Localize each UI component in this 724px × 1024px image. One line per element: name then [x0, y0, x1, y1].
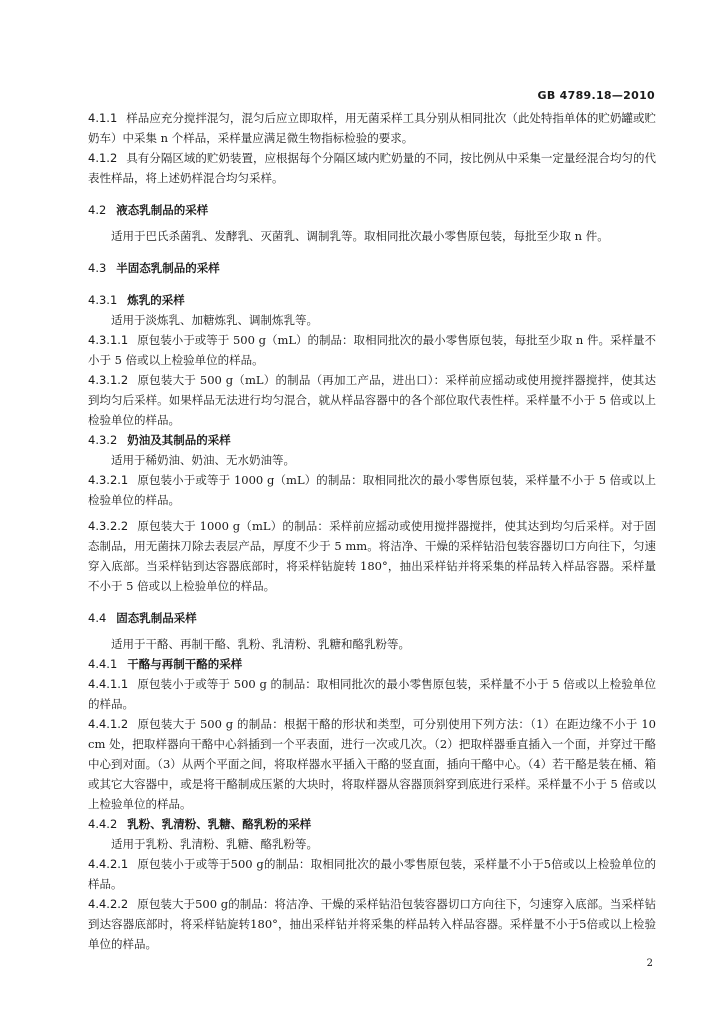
heading-4-2 — [88, 200, 656, 220]
heading-4-3-1 — [88, 290, 656, 310]
paragraph-4-3-1: 适用于淡炼乳、加糖炼乳、调制炼乳等。 — [111, 313, 318, 327]
heading-4-3-2 — [88, 430, 656, 450]
clause-number: 4.1.2 — [88, 151, 118, 165]
clause-number: 4.4.2.1 — [88, 857, 129, 871]
clause-text: 原包装小于或等于 500 g（mL）的制品：取相同批次的最小零售原包装，每批至少取 n 件。采样量不小于 5 倍或以上检验单位的样品。 — [88, 333, 656, 367]
heading-number: 4.3.1 — [88, 293, 118, 307]
heading-number: 4.4 — [88, 611, 107, 625]
paragraph-4-4: 适用于干酪、再制干酪、乳粉、乳清粉、乳糖和酪乳粉等。 — [111, 637, 410, 651]
clause-4-1-1 — [88, 108, 656, 148]
page-number: 2 — [646, 958, 653, 969]
clause-number: 4.4.1.1 — [88, 677, 129, 691]
heading-number: 4.4.2 — [88, 817, 118, 831]
paragraph-4-2: 适用于巴氏杀菌乳、发酵乳、灭菌乳、调制乳等。取相同批次最小零售原包装，每批至少取 n 件。 — [111, 229, 609, 243]
heading-text: 干酪与再制干酪的采样 — [127, 657, 243, 671]
heading-4-4-2 — [88, 814, 656, 834]
heading-text: 乳粉、乳清粉、乳糖、酪乳粉的采样 — [127, 817, 312, 831]
heading-number: 4.2 — [88, 203, 107, 217]
clause-4-4-2-1 — [88, 854, 656, 894]
clause-number: 4.4.1.2 — [88, 717, 129, 731]
heading-4-3 — [88, 258, 656, 278]
heading-4-4 — [88, 608, 656, 628]
standard-number-header: GB 4789.18—2010 — [537, 89, 655, 102]
clause-4-3-1-2 — [88, 370, 656, 430]
heading-text: 奶油及其制品的采样 — [127, 433, 231, 447]
heading-number: 4.3.2 — [88, 433, 118, 447]
document-body — [88, 108, 656, 954]
clause-text: 原包装大于 500 g（mL）的制品（再加工产品，进出口）：采样前应摇动或使用搅拌器搅拌，使其达到均匀后采样。如果样品无法进行均匀混合，就从样品容器中的各个部位取代表性样。采样量不小于 5 倍或以上检验单位的样品。 — [88, 373, 656, 427]
clause-text: 原包装大于500 g的制品：将洁净、干燥的采样钻沿包装容器切口方向往下，匀速穿入底部。当采样钻到达容器底部时，将采样钻旋转180°，抽出采样钻并将采集的样品转入样品容器。采样量不小于5倍或以上检验单位的样品。 — [88, 897, 656, 951]
clause-text: 样品应充分搅拌混匀，混匀后应立即取样，用无菌采样工具分别从相同批次（此处特指单体的贮奶罐或贮奶车）中采集 n 个样品，采样量应满足微生物指标检验的要求。 — [88, 111, 656, 145]
clause-4-4-2-2 — [88, 894, 656, 954]
clause-4-3-1-1 — [88, 330, 656, 370]
clause-4-3-2-1 — [88, 470, 656, 510]
heading-text: 固态乳制品采样 — [116, 611, 197, 625]
clause-number: 4.1.1 — [88, 111, 118, 125]
clause-number: 4.3.2.1 — [88, 473, 129, 487]
clause-text: 原包装小于或等于500 g的制品：取相同批次的最小零售原包装，采样量不小于5倍或以上检验单位的样品。 — [88, 857, 656, 891]
paragraph-4-4-2: 适用于乳粉、乳清粉、乳糖、酪乳粉等。 — [111, 837, 318, 851]
heading-number: 4.4.1 — [88, 657, 118, 671]
clause-4-3-2-2 — [88, 516, 656, 596]
heading-4-4-1 — [88, 654, 656, 674]
clause-number: 4.3.2.2 — [88, 519, 129, 533]
paragraph-4-3-2: 适用于稀奶油、奶油、无水奶油等。 — [111, 453, 295, 467]
clause-4-4-1-1 — [88, 674, 656, 714]
clause-number: 4.4.2.2 — [88, 897, 129, 911]
clause-4-4-1-2 — [88, 714, 656, 814]
clause-text: 原包装大于 500 g 的制品：根据干酪的形状和类型，可分别使用下列方法：（1）在距边缘不小于 10 cm 处，把取样器向干酪中心斜插到一个平表面，进行一次或几次。（2）把取样器垂直插入一个面，并穿过干酪中心到对面。（3）从两个平面之间，将取样器水平插入干酪的竖直面，插向干酪中心。（4）若干酪是装在桶、箱或其它大容器中，或是将干酪制成压紧的大块时，将取样器从容器顶斜穿到底进行采样。采样量不小于 5 倍或以上检验单位的样品。 — [88, 717, 656, 811]
heading-text: 炼乳的采样 — [127, 293, 185, 307]
clause-text: 原包装大于 1000 g（mL）的制品：采样前应摇动或使用搅拌器搅拌，使其达到均匀后采样。对于固态制品，用无菌抹刀除去表层产品，厚度不少于 5 mm。将洁净、干燥的采样钻沿包装容器切口方向往下，匀速穿入底部。当采样钻到达容器底部时，将采样钻旋转 180°，抽出采样钻并将采集的样品转入样品容器。采样量不小于 5 倍或以上检验单位的样品。 — [88, 519, 656, 593]
clause-number: 4.3.1.2 — [88, 373, 129, 387]
heading-number: 4.3 — [88, 261, 107, 275]
heading-text: 半固态乳制品的采样 — [116, 261, 220, 275]
clause-text: 原包装小于或等于 1000 g（mL）的制品：取相同批次的最小零售原包装，采样量不小于 5 倍或以上检验单位的样品。 — [88, 473, 656, 507]
clause-text: 具有分隔区域的贮奶装置，应根据每个分隔区域内贮奶量的不同，按比例从中采集一定量经混合均匀的代表性样品，将上述奶样混合均匀采样。 — [88, 151, 656, 185]
clause-text: 原包装小于或等于 500 g 的制品：取相同批次的最小零售原包装，采样量不小于 5 倍或以上检验单位的样品。 — [88, 677, 656, 711]
heading-text: 液态乳制品的采样 — [116, 203, 209, 217]
clause-4-1-2 — [88, 148, 656, 188]
clause-number: 4.3.1.1 — [88, 333, 129, 347]
